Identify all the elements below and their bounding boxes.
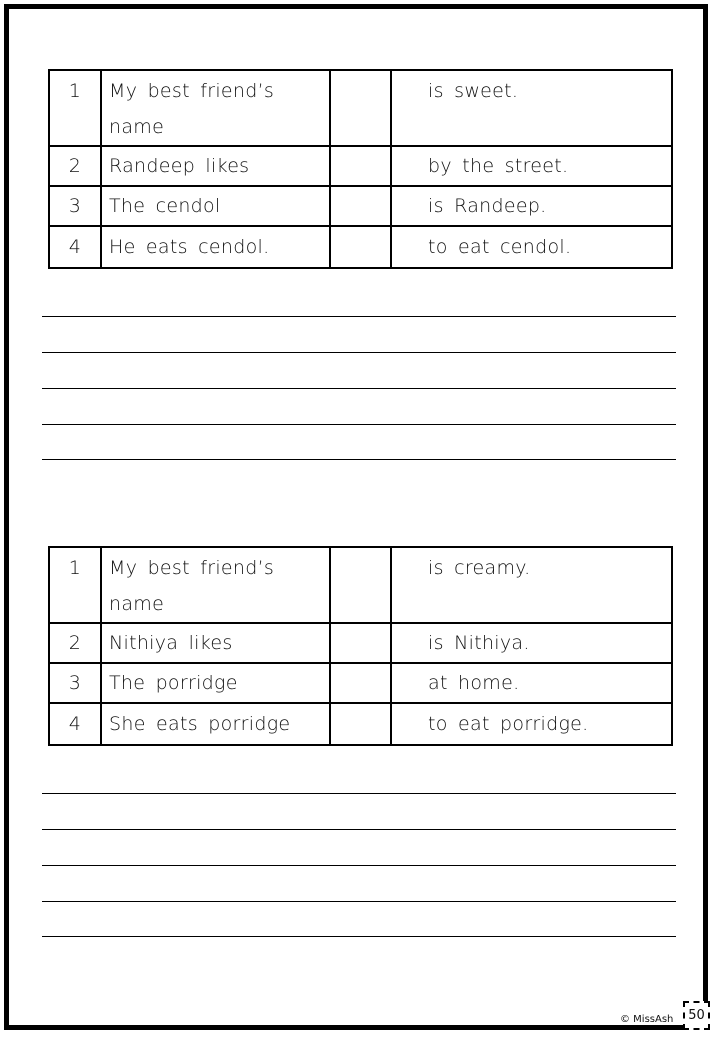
sentence-start: The cendol <box>101 186 330 226</box>
sentence-start: My best friend’s name <box>101 547 330 623</box>
sentence-start: Randeep likes <box>101 146 330 186</box>
table-row <box>49 703 672 745</box>
sentence-start: He eats cendol. <box>101 226 330 268</box>
writing-line[interactable] <box>42 388 676 389</box>
sentence-end: is creamy. <box>391 547 672 623</box>
writing-line[interactable] <box>42 352 676 353</box>
sentence-start: The porridge <box>101 663 330 703</box>
row-number: 2 <box>49 623 101 663</box>
match-box[interactable] <box>330 226 391 268</box>
match-box[interactable] <box>330 663 391 703</box>
table-row <box>49 663 672 703</box>
sentence-end: by the street. <box>391 146 672 186</box>
table-row <box>49 70 672 146</box>
page-number: 50 <box>683 1001 710 1030</box>
table-row <box>49 146 672 186</box>
table-row <box>49 226 672 268</box>
writing-line[interactable] <box>42 936 676 937</box>
writing-line[interactable] <box>42 316 676 317</box>
match-box[interactable] <box>330 146 391 186</box>
match-box[interactable] <box>330 547 391 623</box>
table-row <box>49 186 672 226</box>
match-box[interactable] <box>330 703 391 745</box>
table-row <box>49 547 672 623</box>
table-row <box>49 623 672 663</box>
sentence-start: Nithiya likes <box>101 623 330 663</box>
writing-line[interactable] <box>42 793 676 794</box>
sentence-start: My best friend’s name <box>101 70 330 146</box>
sentence-end: is sweet. <box>391 70 672 146</box>
match-box[interactable] <box>330 186 391 226</box>
row-number: 2 <box>49 146 101 186</box>
row-number: 1 <box>49 547 101 623</box>
row-number: 4 <box>49 226 101 268</box>
matching-table-2 <box>48 546 673 746</box>
match-box[interactable] <box>330 623 391 663</box>
match-box[interactable] <box>330 70 391 146</box>
row-number: 1 <box>49 70 101 146</box>
writing-line[interactable] <box>42 424 676 425</box>
writing-line[interactable] <box>42 829 676 830</box>
matching-table-1 <box>48 69 673 269</box>
writing-line[interactable] <box>42 459 676 460</box>
sentence-end: to eat cendol. <box>391 226 672 268</box>
writing-line[interactable] <box>42 901 676 902</box>
sentence-end: at home. <box>391 663 672 703</box>
sentence-end: is Nithiya. <box>391 623 672 663</box>
row-number: 3 <box>49 186 101 226</box>
sentence-end: to eat porridge. <box>391 703 672 745</box>
writing-line[interactable] <box>42 865 676 866</box>
sentence-start: She eats porridge <box>101 703 330 745</box>
sentence-end: is Randeep. <box>391 186 672 226</box>
row-number: 4 <box>49 703 101 745</box>
row-number: 3 <box>49 663 101 703</box>
copyright-notice: © MissAsh <box>620 1014 674 1025</box>
